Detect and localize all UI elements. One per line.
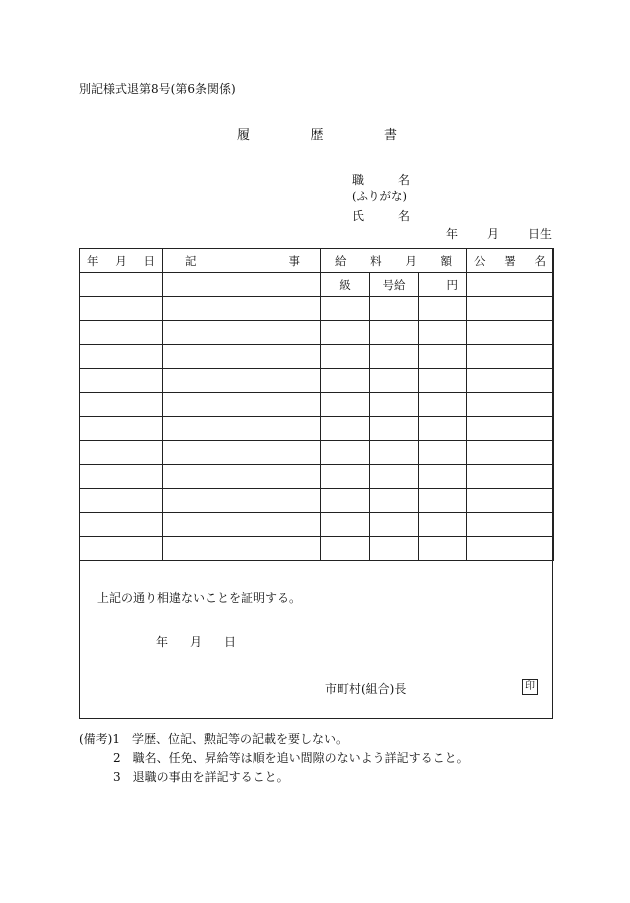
table-row: [80, 417, 554, 441]
table-cell[interactable]: [370, 297, 419, 321]
table-row: [80, 345, 554, 369]
header-salary: 給 料 月 額: [321, 249, 467, 273]
table-cell[interactable]: [419, 417, 467, 441]
table-cell[interactable]: [467, 537, 554, 561]
job-title-label-2: 名: [398, 173, 411, 187]
table-row: [80, 537, 554, 561]
table-row: [80, 369, 554, 393]
cert-day: 日: [223, 635, 236, 649]
date-of-birth-label: [446, 225, 552, 242]
table-cell[interactable]: [419, 369, 467, 393]
title-char: 歴: [310, 128, 324, 143]
table-row: [80, 465, 554, 489]
table-cell[interactable]: [419, 441, 467, 465]
table-cell[interactable]: [321, 369, 370, 393]
cert-month: 月: [189, 635, 202, 649]
table-cell[interactable]: [163, 273, 321, 297]
table-cell[interactable]: [467, 321, 554, 345]
table-cell[interactable]: [467, 345, 554, 369]
table-cell[interactable]: [419, 513, 467, 537]
table-cell[interactable]: [321, 297, 370, 321]
table-cell[interactable]: [321, 345, 370, 369]
table-cell[interactable]: [321, 321, 370, 345]
table-cell[interactable]: [370, 441, 419, 465]
table-cell[interactable]: [370, 513, 419, 537]
table-cell[interactable]: [467, 417, 554, 441]
salary-step-label: 号給: [370, 273, 419, 297]
table-cell[interactable]: [163, 321, 321, 345]
table-row: [80, 321, 554, 345]
table-cell[interactable]: [419, 393, 467, 417]
table-cell[interactable]: [321, 489, 370, 513]
remarks-note-1: (備考)1 学歴、位記、勲記等の記載を要しない。: [79, 732, 348, 746]
table-row: [80, 297, 554, 321]
salary-grade-label: 級: [321, 273, 370, 297]
table-cell[interactable]: [467, 393, 554, 417]
table-cell[interactable]: [80, 393, 163, 417]
certifier-title: 市町村(組合)長: [325, 682, 407, 696]
history-table: [79, 248, 554, 561]
table-cell[interactable]: [80, 465, 163, 489]
dob-year: 年: [446, 227, 459, 241]
table-cell[interactable]: [321, 513, 370, 537]
job-title-label-1: 職: [352, 173, 365, 187]
table-cell[interactable]: [80, 489, 163, 513]
table-cell[interactable]: [163, 345, 321, 369]
table-row: [80, 513, 554, 537]
table-cell[interactable]: [163, 297, 321, 321]
name-label-2: 名: [398, 209, 411, 223]
table-cell[interactable]: [321, 441, 370, 465]
header-seal: 公 署 名: [467, 249, 554, 273]
table-cell[interactable]: [321, 537, 370, 561]
table-cell[interactable]: [80, 513, 163, 537]
table-cell[interactable]: [370, 345, 419, 369]
table-cell[interactable]: [370, 537, 419, 561]
table-row: [80, 393, 554, 417]
table-cell[interactable]: [370, 369, 419, 393]
table-cell[interactable]: [419, 321, 467, 345]
table-cell[interactable]: [467, 465, 554, 489]
table-cell[interactable]: [467, 369, 554, 393]
table-cell[interactable]: [419, 297, 467, 321]
table-cell[interactable]: [321, 465, 370, 489]
table-cell[interactable]: [321, 417, 370, 441]
table-cell[interactable]: [467, 489, 554, 513]
table-cell[interactable]: [467, 441, 554, 465]
cert-year: 年: [156, 635, 169, 649]
title-char: 履: [237, 128, 251, 143]
document-title: [237, 124, 397, 143]
dob-month: 月: [486, 227, 499, 241]
table-cell[interactable]: [467, 297, 554, 321]
table-cell[interactable]: [163, 537, 321, 561]
table-cell[interactable]: [163, 513, 321, 537]
table-cell[interactable]: [80, 417, 163, 441]
table-row: [80, 489, 554, 513]
table-cell[interactable]: [321, 393, 370, 417]
seal-char: 印: [525, 681, 535, 692]
table-cell[interactable]: [163, 489, 321, 513]
remarks-note-3: 3 退職の事由を詳記すること。: [113, 770, 289, 784]
table-cell[interactable]: [80, 369, 163, 393]
name-label-1: 氏: [352, 209, 365, 223]
table-cell[interactable]: [419, 345, 467, 369]
table-cell[interactable]: [419, 465, 467, 489]
form-reference: 別記様式退第8号(第6条関係): [79, 82, 236, 96]
table-cell[interactable]: [467, 273, 554, 297]
table-cell[interactable]: [419, 537, 467, 561]
table-cell[interactable]: [80, 345, 163, 369]
table-cell[interactable]: [163, 417, 321, 441]
table-cell[interactable]: [163, 441, 321, 465]
table-cell[interactable]: [163, 465, 321, 489]
table-cell[interactable]: [80, 297, 163, 321]
salary-amount-label: 円: [419, 273, 467, 297]
table-row: [80, 441, 554, 465]
table-cell[interactable]: [370, 465, 419, 489]
title-char: 書: [383, 128, 397, 143]
seal-mark: [522, 679, 538, 695]
table-cell[interactable]: [467, 513, 554, 537]
header-record: 記 事: [163, 249, 321, 273]
table-cell[interactable]: [163, 393, 321, 417]
table-cell[interactable]: [370, 321, 419, 345]
table-cell[interactable]: [80, 321, 163, 345]
certification-date: [156, 633, 236, 650]
table-cell[interactable]: [80, 441, 163, 465]
certification-statement: 上記の通り相違ないことを証明する。: [97, 591, 302, 605]
table-cell[interactable]: [163, 369, 321, 393]
table-cell[interactable]: [370, 489, 419, 513]
table-cell[interactable]: [419, 489, 467, 513]
furigana-label: (ふりがな): [352, 189, 407, 203]
table-cell[interactable]: [370, 417, 419, 441]
table-cell[interactable]: [80, 273, 163, 297]
header-row: [80, 249, 554, 273]
dob-day: 日生: [527, 227, 552, 241]
subheader-row: [80, 273, 554, 297]
remarks-note-2: 2 職名、任免、昇給等は順を追い間隙のないよう詳記すること。: [113, 751, 469, 765]
table-cell[interactable]: [80, 537, 163, 561]
header-date: 年 月 日: [80, 249, 163, 273]
table-cell[interactable]: [370, 393, 419, 417]
